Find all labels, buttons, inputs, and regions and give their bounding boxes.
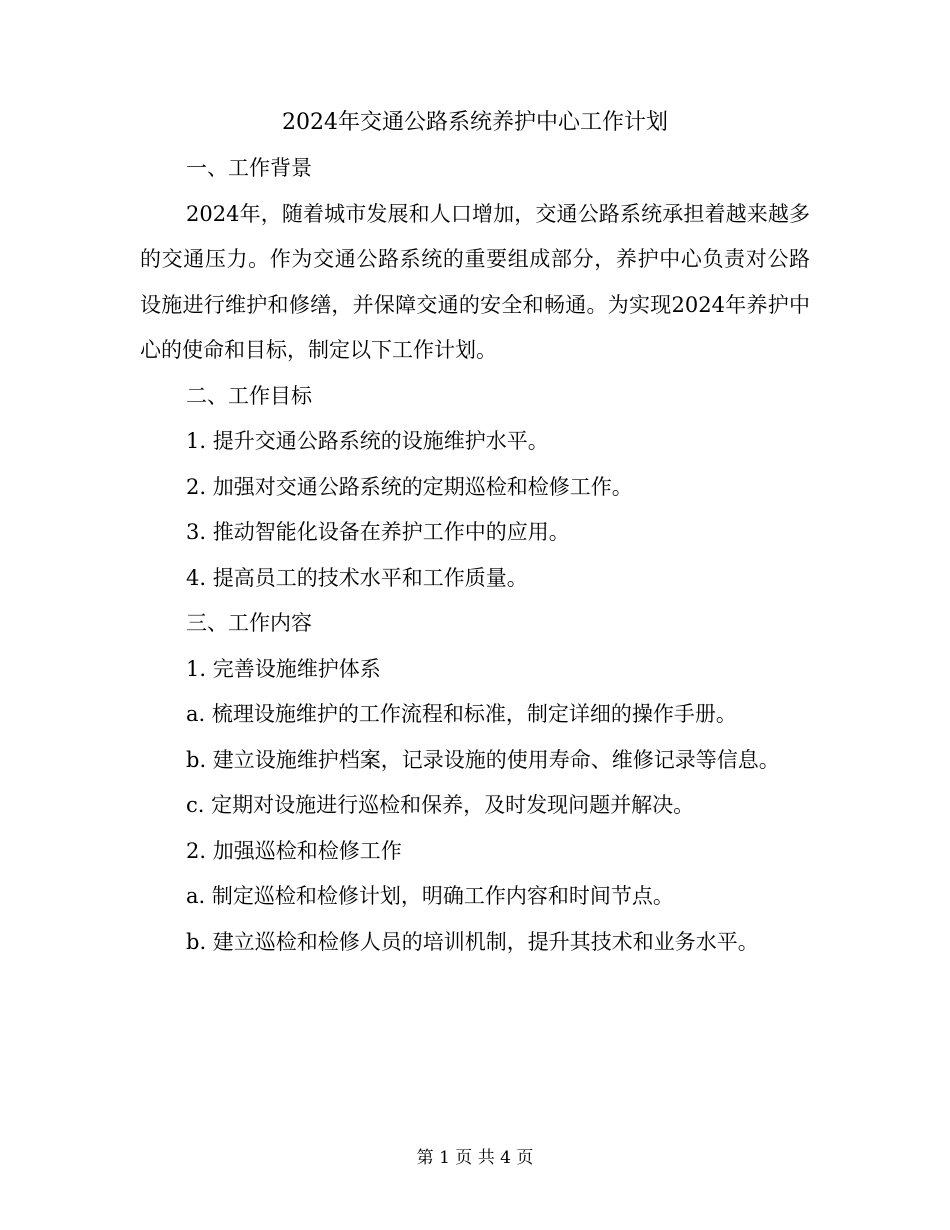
content-item-1b: b. 建立设施维护档案，记录设施的使用寿命、维修记录等信息。 (186, 747, 780, 772)
goal-item-3: 3. 推动智能化设备在养护工作中的应用。 (186, 520, 570, 544)
document-body (140, 100, 810, 965)
content-item-1a: a. 梳理设施维护的工作流程和标准，制定详细的操作手册。 (186, 702, 737, 726)
content-subheading-2: 2. 加强巡检和检修工作 (186, 838, 402, 863)
goal-item-2: 2. 加强对交通公路系统的定期巡检和检修工作。 (186, 474, 633, 499)
content-item-2b: b. 建立巡检和检修人员的培训机制，提升其技术和业务水平。 (186, 929, 759, 954)
document-title: 2024年交通公路系统养护中心工作计划 (282, 110, 668, 135)
section-heading-content: 三、工作内容 (186, 611, 312, 635)
paragraph-background-text: 2024年，随着城市发展和人口增加，交通公路系统承担着越来越多的交通压力。作为交通公路系统的重要组成部分，养护中心负责对公路设施进行维护和修缮，并保障交通的安全和畅通。为实现2024年养护中心的使命和目标，制定以下工作计划。 (140, 201, 810, 362)
section-heading-background: 一、工作背景 (186, 156, 312, 180)
goal-item-1: 1. 提升交通公路系统的设施维护水平。 (186, 429, 549, 453)
section-heading-goals: 二、工作目标 (186, 383, 312, 408)
content-item-2a: a. 制定巡检和检修计划，明确工作内容和时间节点。 (186, 884, 674, 908)
content-item-1c: c. 定期对设施进行巡检和保养，及时发现问题并解决。 (186, 793, 695, 817)
page-footer: 第 1 页 共 4 页 (416, 1148, 534, 1168)
goal-item-4: 4. 提高员工的技术水平和工作质量。 (186, 565, 528, 590)
content-subheading-1: 1. 完善设施维护体系 (186, 656, 381, 681)
